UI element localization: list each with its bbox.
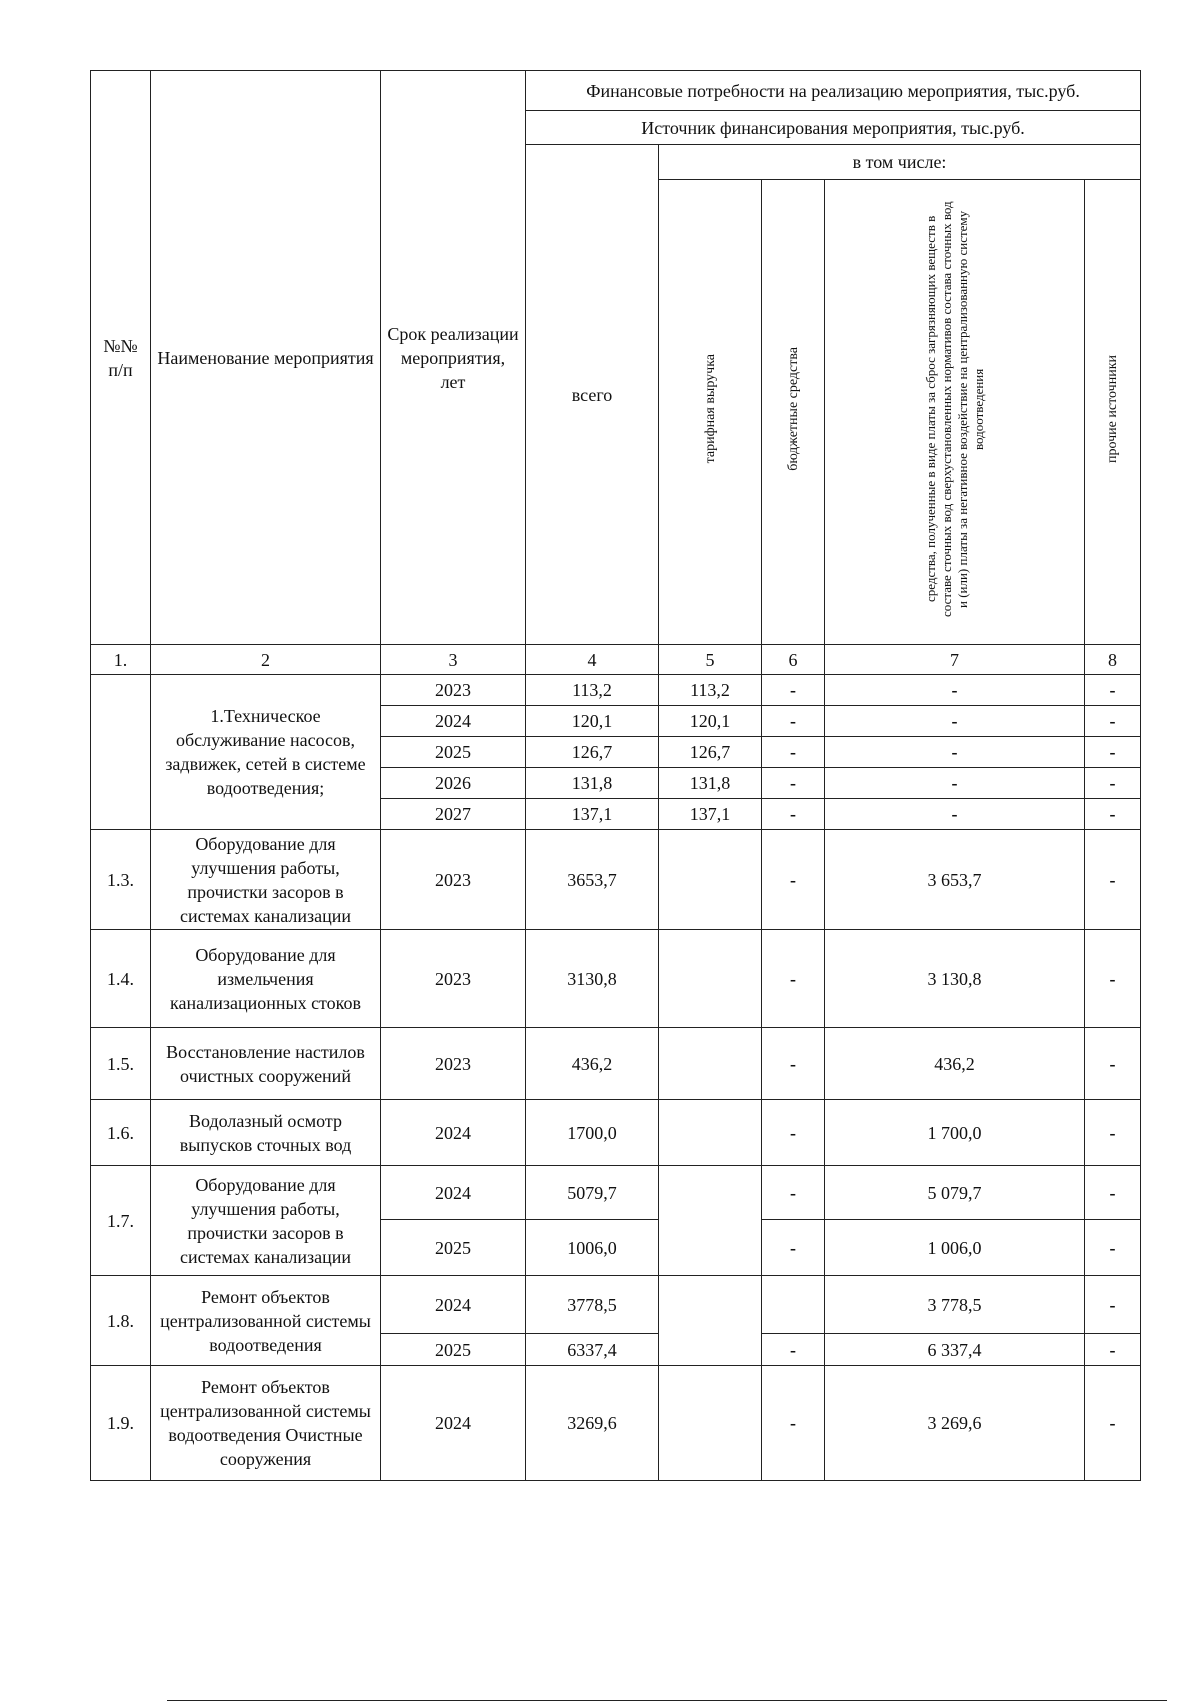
table-row [91, 830, 1141, 930]
item-name: Восстановление настилов очистных сооружений [151, 1028, 381, 1100]
total-cell: 3778,5 [526, 1276, 659, 1334]
tariff-cell [659, 1100, 762, 1166]
fees-cell: 436,2 [825, 1028, 1085, 1100]
other-cell: - [1085, 1028, 1141, 1100]
other-cell: - [1085, 706, 1141, 737]
budget-cell: - [762, 768, 825, 799]
total-cell: 120,1 [526, 706, 659, 737]
fees-cell: - [825, 737, 1085, 768]
table-row [91, 1366, 1141, 1481]
total-cell: 5079,7 [526, 1166, 659, 1220]
total-cell: 113,2 [526, 675, 659, 706]
table-row [91, 675, 1141, 706]
item-name: Ремонт объектов централизованной системы водоотведения Очистные сооружения [151, 1366, 381, 1481]
tariff-cell: 113,2 [659, 675, 762, 706]
year-cell: 2024 [381, 1366, 526, 1481]
header-fees: средства, полученные в виде платы за сброс загрязняющих веществ в составе сточных вод сверхустановленных нормативов состава сточных вод и (или) платы за негативное воздействие на централизованную систему водоотведения [922, 201, 986, 617]
fees-cell: 3 269,6 [825, 1366, 1085, 1481]
budget-cell: - [762, 1028, 825, 1100]
column-numbers-row [91, 645, 1141, 675]
item-num: 1.9. [91, 1366, 151, 1481]
tariff-cell [659, 830, 762, 930]
other-cell: - [1085, 1100, 1141, 1166]
header-fees-cell [825, 180, 1085, 645]
header-term: Срок реализации мероприятия, лет [381, 71, 526, 645]
financing-table [90, 70, 1141, 1481]
total-cell: 1006,0 [526, 1220, 659, 1276]
other-cell: - [1085, 799, 1141, 830]
tariff-cell [659, 1366, 762, 1481]
total-cell: 6337,4 [526, 1334, 659, 1366]
fees-cell: - [825, 768, 1085, 799]
budget-cell: - [762, 1166, 825, 1220]
total-cell: 3653,7 [526, 830, 659, 930]
item-name: Оборудование для измельчения канализационных стоков [151, 930, 381, 1028]
budget-cell: - [762, 830, 825, 930]
tariff-cell [659, 1166, 762, 1276]
header-fin-needs: Финансовые потребности на реализацию мероприятия, тыс.руб. [526, 71, 1141, 111]
header-num: №№ п/п [91, 71, 151, 645]
item-name: Водолазный осмотр выпусков сточных вод [151, 1100, 381, 1166]
table-row [91, 1100, 1141, 1166]
fees-cell: 1 006,0 [825, 1220, 1085, 1276]
other-cell: - [1085, 675, 1141, 706]
other-cell: - [1085, 1366, 1141, 1481]
header-row-1 [91, 71, 1141, 111]
colnum-7: 7 [825, 645, 1085, 675]
other-cell: - [1085, 768, 1141, 799]
other-cell: - [1085, 737, 1141, 768]
budget-cell [762, 1276, 825, 1334]
budget-cell: - [762, 1100, 825, 1166]
colnum-6: 6 [762, 645, 825, 675]
year-cell: 2024 [381, 706, 526, 737]
group1-name: 1.Техническое обслуживание насосов, задвижек, сетей в системе водоотведения; [151, 675, 381, 830]
year-cell: 2025 [381, 1220, 526, 1276]
colnum-2: 2 [151, 645, 381, 675]
group1-num [91, 675, 151, 830]
table-row [91, 1276, 1141, 1334]
header-tariff: тарифная выручка [702, 354, 718, 464]
colnum-4: 4 [526, 645, 659, 675]
budget-cell: - [762, 706, 825, 737]
total-cell: 1700,0 [526, 1100, 659, 1166]
year-cell: 2025 [381, 1334, 526, 1366]
year-cell: 2027 [381, 799, 526, 830]
year-cell: 2023 [381, 930, 526, 1028]
year-cell: 2023 [381, 830, 526, 930]
total-cell: 137,1 [526, 799, 659, 830]
other-cell: - [1085, 1276, 1141, 1334]
fees-cell: 3 653,7 [825, 830, 1085, 930]
fees-cell: 5 079,7 [825, 1166, 1085, 1220]
tariff-cell [659, 1276, 762, 1366]
item-num: 1.4. [91, 930, 151, 1028]
item-num: 1.8. [91, 1276, 151, 1366]
total-cell: 3269,6 [526, 1366, 659, 1481]
fees-cell: - [825, 675, 1085, 706]
item-name: Оборудование для улучшения работы, прочистки засоров в системах канализации [151, 1166, 381, 1276]
year-cell: 2023 [381, 675, 526, 706]
tariff-cell: 131,8 [659, 768, 762, 799]
item-name: Ремонт объектов централизованной системы водоотведения [151, 1276, 381, 1366]
total-cell: 3130,8 [526, 930, 659, 1028]
tariff-cell [659, 1028, 762, 1100]
item-num: 1.5. [91, 1028, 151, 1100]
year-cell: 2026 [381, 768, 526, 799]
other-cell: - [1085, 930, 1141, 1028]
year-cell: 2024 [381, 1276, 526, 1334]
header-budget-cell [762, 180, 825, 645]
table-row [91, 1028, 1141, 1100]
fees-cell: - [825, 799, 1085, 830]
budget-cell: - [762, 1220, 825, 1276]
item-num: 1.7. [91, 1166, 151, 1276]
table-row [91, 930, 1141, 1028]
colnum-3: 3 [381, 645, 526, 675]
header-including: в том числе: [659, 145, 1141, 180]
tariff-cell: 126,7 [659, 737, 762, 768]
fees-cell: 6 337,4 [825, 1334, 1085, 1366]
year-cell: 2024 [381, 1100, 526, 1166]
budget-cell: - [762, 737, 825, 768]
item-num: 1.6. [91, 1100, 151, 1166]
other-cell: - [1085, 1166, 1141, 1220]
item-num: 1.3. [91, 830, 151, 930]
colnum-5: 5 [659, 645, 762, 675]
other-cell: - [1085, 1220, 1141, 1276]
fees-cell: 3 778,5 [825, 1276, 1085, 1334]
colnum-1: 1. [91, 645, 151, 675]
header-fin-source: Источник финансирования мероприятия, тыс.руб. [526, 111, 1141, 145]
header-total: всего [526, 145, 659, 645]
header-budget: бюджетные средства [785, 347, 801, 471]
total-cell: 131,8 [526, 768, 659, 799]
tariff-cell [659, 930, 762, 1028]
year-cell: 2025 [381, 737, 526, 768]
footer-rule [167, 1700, 1167, 1701]
year-cell: 2024 [381, 1166, 526, 1220]
year-cell: 2023 [381, 1028, 526, 1100]
budget-cell: - [762, 1334, 825, 1366]
fees-cell: - [825, 706, 1085, 737]
header-tariff-cell [659, 180, 762, 645]
total-cell: 436,2 [526, 1028, 659, 1100]
other-cell: - [1085, 830, 1141, 930]
item-name: Оборудование для улучшения работы, прочистки засоров в системах канализации [151, 830, 381, 930]
fees-cell: 1 700,0 [825, 1100, 1085, 1166]
tariff-cell: 120,1 [659, 706, 762, 737]
budget-cell: - [762, 675, 825, 706]
table-row [91, 1166, 1141, 1220]
header-name: Наименование мероприятия [151, 71, 381, 645]
other-cell: - [1085, 1334, 1141, 1366]
total-cell: 126,7 [526, 737, 659, 768]
budget-cell: - [762, 930, 825, 1028]
tariff-cell: 137,1 [659, 799, 762, 830]
header-other: прочие источники [1105, 355, 1121, 463]
header-other-cell [1085, 180, 1141, 645]
budget-cell: - [762, 799, 825, 830]
budget-cell: - [762, 1366, 825, 1481]
colnum-8: 8 [1085, 645, 1141, 675]
fees-cell: 3 130,8 [825, 930, 1085, 1028]
